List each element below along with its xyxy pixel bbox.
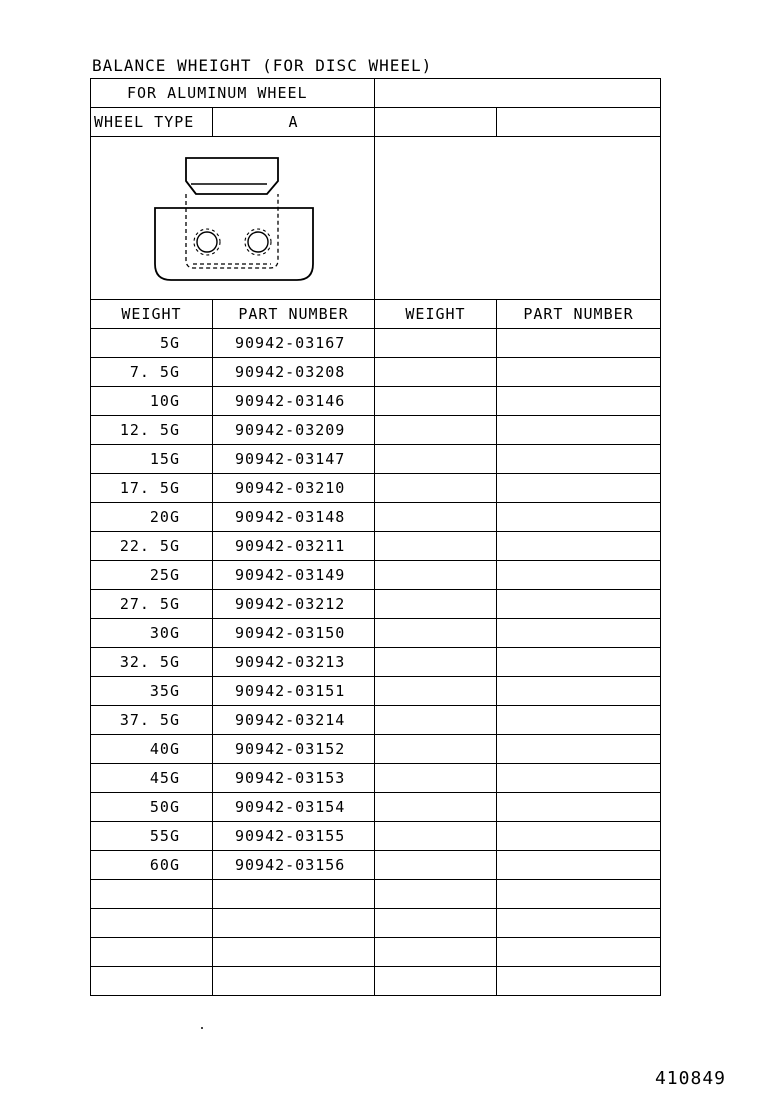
part-number-cell-empty	[497, 358, 661, 387]
table-row	[91, 706, 661, 735]
part-number-cell-empty	[497, 706, 661, 735]
part-number-cell: 90942-03210	[213, 474, 375, 503]
part-number-cell: 90942-03150	[213, 619, 375, 648]
wheel-type-empty-2	[497, 108, 661, 137]
part-number-cell-empty	[497, 387, 661, 416]
empty-cell	[91, 967, 213, 996]
weight-cell: 17. 5G	[91, 474, 213, 503]
table-row	[91, 619, 661, 648]
empty-cell	[375, 967, 497, 996]
part-number-cell: 90942-03212	[213, 590, 375, 619]
table-row	[91, 329, 661, 358]
empty-cell	[91, 938, 213, 967]
weight-cell: 5G	[91, 329, 213, 358]
empty-cell	[213, 967, 375, 996]
empty-cell	[497, 880, 661, 909]
weight-cell: 30G	[91, 619, 213, 648]
part-number-cell-empty	[497, 532, 661, 561]
table-row	[91, 822, 661, 851]
weight-cell: 15G	[91, 445, 213, 474]
weight-cell-empty	[375, 619, 497, 648]
weight-cell: 22. 5G	[91, 532, 213, 561]
weight-cell: 37. 5G	[91, 706, 213, 735]
weight-cell-empty	[375, 503, 497, 532]
weight-cell: 20G	[91, 503, 213, 532]
weight-cell-empty	[375, 793, 497, 822]
column-header-row	[91, 300, 661, 329]
illustration-empty-cell	[375, 137, 661, 300]
part-number-cell: 90942-03147	[213, 445, 375, 474]
empty-cell	[91, 880, 213, 909]
col-header-part-number-2: PART NUMBER	[497, 300, 661, 329]
weight-cell: 12. 5G	[91, 416, 213, 445]
balance-weight-sheet	[90, 78, 660, 996]
empty-cell	[213, 880, 375, 909]
table-row	[91, 387, 661, 416]
table-row	[91, 851, 661, 880]
table-row	[91, 590, 661, 619]
part-number-cell-empty	[497, 416, 661, 445]
weight-cell: 32. 5G	[91, 648, 213, 677]
empty-row	[91, 880, 661, 909]
part-number-cell-empty	[497, 619, 661, 648]
drawing-code: 410849	[654, 1068, 726, 1089]
wheel-type-label: WHEEL TYPE	[91, 108, 213, 137]
section-label: FOR ALUMINUM WHEEL	[91, 79, 375, 108]
weight-cell-empty	[375, 387, 497, 416]
stray-mark	[201, 1027, 203, 1029]
part-number-cell-empty	[497, 793, 661, 822]
weight-cell-empty	[375, 329, 497, 358]
weight-cell: 10G	[91, 387, 213, 416]
weight-cell-empty	[375, 358, 497, 387]
part-number-cell: 90942-03151	[213, 677, 375, 706]
weight-cell-empty	[375, 677, 497, 706]
parts-table	[90, 78, 661, 996]
part-number-cell-empty	[497, 648, 661, 677]
table-row	[91, 648, 661, 677]
empty-row	[91, 967, 661, 996]
weight-clip-outline	[186, 158, 278, 194]
empty-row	[91, 938, 661, 967]
weight-cell-empty	[375, 851, 497, 880]
part-number-cell-empty	[497, 851, 661, 880]
part-number-cell-empty	[497, 474, 661, 503]
weight-cell-empty	[375, 561, 497, 590]
weight-cell: 45G	[91, 764, 213, 793]
table-row	[91, 764, 661, 793]
part-number-cell: 90942-03211	[213, 532, 375, 561]
weight-cell-empty	[375, 648, 497, 677]
col-header-weight-2: WEIGHT	[375, 300, 497, 329]
weight-cell-empty	[375, 822, 497, 851]
part-number-cell: 90942-03214	[213, 706, 375, 735]
weight-cell: 25G	[91, 561, 213, 590]
part-number-cell-empty	[497, 561, 661, 590]
col-header-part-number: PART NUMBER	[213, 300, 375, 329]
empty-cell	[375, 880, 497, 909]
table-row	[91, 532, 661, 561]
section-header-row	[91, 79, 661, 108]
wheel-type-empty-1	[375, 108, 497, 137]
part-number-cell: 90942-03209	[213, 416, 375, 445]
part-number-cell: 90942-03154	[213, 793, 375, 822]
document-title: BALANCE WHEIGHT (FOR DISC WHEEL)	[92, 56, 433, 75]
part-number-cell-empty	[497, 735, 661, 764]
part-number-cell-empty	[497, 445, 661, 474]
table-row	[91, 358, 661, 387]
weight-cell: 27. 5G	[91, 590, 213, 619]
weight-cell-empty	[375, 706, 497, 735]
weight-cell-empty	[375, 474, 497, 503]
empty-cell	[213, 938, 375, 967]
weight-cell-empty	[375, 764, 497, 793]
weight-cell-empty	[375, 590, 497, 619]
part-number-cell: 90942-03213	[213, 648, 375, 677]
table-row	[91, 474, 661, 503]
table-row	[91, 503, 661, 532]
wheel-type-value: A	[213, 108, 375, 137]
table-row	[91, 561, 661, 590]
weight-cell-empty	[375, 735, 497, 764]
part-number-cell: 90942-03167	[213, 329, 375, 358]
weight-cell: 55G	[91, 822, 213, 851]
illustration-row	[91, 137, 661, 300]
empty-cell	[375, 909, 497, 938]
table-row	[91, 445, 661, 474]
balance-weight-drawing	[143, 148, 323, 288]
table-row	[91, 735, 661, 764]
empty-cell	[375, 938, 497, 967]
part-number-cell: 90942-03155	[213, 822, 375, 851]
section-label-empty	[375, 79, 661, 108]
part-number-cell: 90942-03208	[213, 358, 375, 387]
table-row	[91, 793, 661, 822]
empty-cell	[497, 909, 661, 938]
empty-row	[91, 909, 661, 938]
part-number-cell-empty	[497, 764, 661, 793]
weight-illustration-cell	[91, 137, 375, 300]
table-row	[91, 416, 661, 445]
weight-cell: 35G	[91, 677, 213, 706]
col-header-weight: WEIGHT	[91, 300, 213, 329]
weight-body-outline	[155, 208, 313, 280]
weight-cell: 60G	[91, 851, 213, 880]
weight-cell: 40G	[91, 735, 213, 764]
part-number-cell-empty	[497, 590, 661, 619]
weight-cell: 7. 5G	[91, 358, 213, 387]
weight-cell: 50G	[91, 793, 213, 822]
part-number-cell: 90942-03149	[213, 561, 375, 590]
empty-cell	[91, 909, 213, 938]
part-number-cell: 90942-03156	[213, 851, 375, 880]
hole-left	[197, 232, 217, 252]
weight-cell-empty	[375, 445, 497, 474]
part-number-cell-empty	[497, 329, 661, 358]
part-number-cell-empty	[497, 677, 661, 706]
weight-cell-empty	[375, 532, 497, 561]
weight-cell-empty	[375, 416, 497, 445]
part-number-cell: 90942-03153	[213, 764, 375, 793]
hole-right	[248, 232, 268, 252]
wheel-type-row	[91, 108, 661, 137]
part-number-cell: 90942-03146	[213, 387, 375, 416]
empty-cell	[497, 938, 661, 967]
part-number-cell: 90942-03148	[213, 503, 375, 532]
empty-cell	[497, 967, 661, 996]
part-number-cell-empty	[497, 503, 661, 532]
part-number-cell-empty	[497, 822, 661, 851]
table-row	[91, 677, 661, 706]
part-number-cell: 90942-03152	[213, 735, 375, 764]
empty-cell	[213, 909, 375, 938]
